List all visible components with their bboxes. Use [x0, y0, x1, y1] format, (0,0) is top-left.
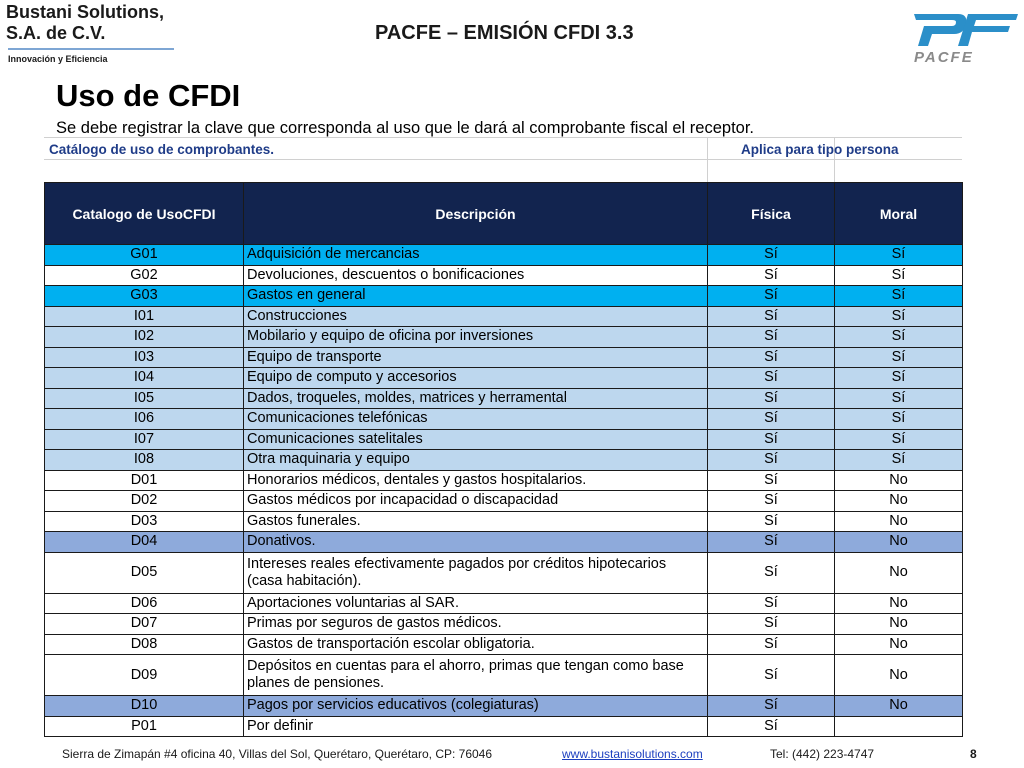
catalog-title: Catálogo de uso de comprobantes. — [49, 142, 275, 157]
cell-code: I01 — [45, 306, 244, 327]
cell-description: Depósitos en cuentas para el ahorro, primas que tengan como base planes de pensiones. — [244, 655, 708, 696]
table-row — [45, 368, 963, 389]
header-title: PACFE – EMISIÓN CFDI 3.3 — [375, 22, 634, 44]
pacfe-logo — [910, 6, 1020, 66]
cell-description: Intereses reales efectivamente pagados por créditos hipotecarios (casa habitación). — [244, 552, 708, 593]
cell-description: Gastos funerales. — [244, 511, 708, 532]
cell-fisica: Sí — [708, 347, 835, 368]
table-row — [45, 716, 963, 737]
cell-moral: Sí — [835, 368, 963, 389]
table-row — [45, 511, 963, 532]
cell-fisica: Sí — [708, 450, 835, 471]
cell-description: Por definir — [244, 716, 708, 737]
cell-moral: No — [835, 511, 963, 532]
cell-moral: No — [835, 470, 963, 491]
cell-moral: No — [835, 532, 963, 553]
cell-moral: Sí — [835, 429, 963, 450]
logo-wordmark: PACFE — [914, 49, 974, 66]
cell-fisica: Sí — [708, 511, 835, 532]
cell-description: Construcciones — [244, 306, 708, 327]
cell-fisica: Sí — [708, 306, 835, 327]
table-row — [45, 614, 963, 635]
cell-code: D10 — [45, 696, 244, 717]
cell-description: Adquisición de mercancias — [244, 245, 708, 266]
cell-code: I04 — [45, 368, 244, 389]
cell-moral: Sí — [835, 265, 963, 286]
cell-fisica: Sí — [708, 552, 835, 593]
cell-code: D07 — [45, 614, 244, 635]
table-row — [45, 347, 963, 368]
cell-fisica: Sí — [708, 634, 835, 655]
cell-code: D08 — [45, 634, 244, 655]
cell-code: D02 — [45, 491, 244, 512]
cell-moral: No — [835, 593, 963, 614]
usocfdi-table — [44, 182, 963, 737]
column-header-moral: Moral — [835, 183, 963, 245]
cell-code: D04 — [45, 532, 244, 553]
cell-fisica: Sí — [708, 327, 835, 348]
cell-moral: No — [835, 696, 963, 717]
table-row — [45, 265, 963, 286]
cell-fisica: Sí — [708, 286, 835, 307]
cell-moral: No — [835, 552, 963, 593]
table-header-row — [45, 183, 963, 245]
table-row — [45, 306, 963, 327]
table-row — [45, 696, 963, 717]
column-header-description: Descripción — [244, 183, 708, 245]
table-row — [45, 491, 963, 512]
cell-moral: Sí — [835, 388, 963, 409]
catalog-sheet — [44, 137, 962, 741]
cell-code: I06 — [45, 409, 244, 430]
cell-moral: Sí — [835, 450, 963, 471]
cell-moral: Sí — [835, 286, 963, 307]
cell-description: Gastos en general — [244, 286, 708, 307]
sheet-gridline — [44, 137, 962, 138]
table-row — [45, 327, 963, 348]
company-slogan: Innovación y Eficiencia — [8, 54, 108, 64]
cell-code: I05 — [45, 388, 244, 409]
cell-fisica: Sí — [708, 655, 835, 696]
company-name-line2: S.A. de C.V. — [6, 23, 106, 43]
table-row — [45, 470, 963, 491]
cell-code: I03 — [45, 347, 244, 368]
slide-title: Uso de CFDI — [56, 78, 241, 113]
table-row — [45, 552, 963, 593]
cell-description: Mobilario y equipo de oficina por inversiones — [244, 327, 708, 348]
applies-title: Aplica para tipo persona — [741, 142, 899, 157]
cell-fisica: Sí — [708, 409, 835, 430]
cell-fisica: Sí — [708, 716, 835, 737]
footer-phone: Tel: (442) 223-4747 — [770, 747, 875, 761]
cell-moral: No — [835, 655, 963, 696]
cell-fisica: Sí — [708, 696, 835, 717]
cell-fisica: Sí — [708, 388, 835, 409]
cell-fisica: Sí — [708, 491, 835, 512]
table-row — [45, 655, 963, 696]
table-row — [45, 634, 963, 655]
table-row — [45, 593, 963, 614]
cell-description: Comunicaciones satelitales — [244, 429, 708, 450]
cell-code: I02 — [45, 327, 244, 348]
cell-description: Primas por seguros de gastos médicos. — [244, 614, 708, 635]
table-row — [45, 245, 963, 266]
cell-description: Otra maquinaria y equipo — [244, 450, 708, 471]
cell-fisica: Sí — [708, 265, 835, 286]
cell-fisica: Sí — [708, 532, 835, 553]
cell-fisica: Sí — [708, 593, 835, 614]
cell-code: D09 — [45, 655, 244, 696]
cell-moral — [835, 716, 963, 737]
cell-description: Donativos. — [244, 532, 708, 553]
cell-description: Gastos de transportación escolar obligatoria. — [244, 634, 708, 655]
footer-website-link[interactable]: www.bustanisolutions.com — [562, 747, 703, 761]
cell-moral: No — [835, 614, 963, 635]
cell-description: Pagos por servicios educativos (colegiaturas) — [244, 696, 708, 717]
cell-moral: Sí — [835, 306, 963, 327]
cell-code: D03 — [45, 511, 244, 532]
cell-moral: No — [835, 634, 963, 655]
cell-moral: Sí — [835, 347, 963, 368]
cell-fisica: Sí — [708, 614, 835, 635]
cell-description: Equipo de transporte — [244, 347, 708, 368]
company-block — [6, 2, 165, 64]
cell-description: Dados, troqueles, moldes, matrices y herramental — [244, 388, 708, 409]
company-name-line1: Bustani Solutions, — [6, 2, 165, 22]
cell-description: Gastos médicos por incapacidad o discapacidad — [244, 491, 708, 512]
cell-code: G01 — [45, 245, 244, 266]
cell-description: Comunicaciones telefónicas — [244, 409, 708, 430]
cell-moral: No — [835, 491, 963, 512]
logo-p-shape — [914, 14, 966, 46]
sheet-gridline — [707, 137, 708, 182]
footer-address: Sierra de Zimapán #4 oficina 40, Villas del Sol, Querétaro, Querétaro, CP: 76046 — [62, 747, 493, 761]
table-row — [45, 388, 963, 409]
cell-fisica: Sí — [708, 245, 835, 266]
cell-code: I08 — [45, 450, 244, 471]
slide-subtitle: Se debe registrar la clave que corresponda al uso que le dará al comprobante fiscal el receptor. — [56, 119, 754, 137]
cell-description: Devoluciones, descuentos o bonificaciones — [244, 265, 708, 286]
cell-moral: Sí — [835, 409, 963, 430]
table-row — [45, 429, 963, 450]
table-row — [45, 450, 963, 471]
company-divider — [8, 48, 174, 50]
cell-description: Honorarios médicos, dentales y gastos hospitalarios. — [244, 470, 708, 491]
cell-code: D05 — [45, 552, 244, 593]
table-row — [45, 409, 963, 430]
table-row — [45, 532, 963, 553]
cell-code: D06 — [45, 593, 244, 614]
cell-code: G03 — [45, 286, 244, 307]
table-row — [45, 286, 963, 307]
column-header-catalog: Catalogo de UsoCFDI — [45, 183, 244, 245]
cell-fisica: Sí — [708, 368, 835, 389]
cell-description: Aportaciones voluntarias al SAR. — [244, 593, 708, 614]
footer — [0, 747, 1024, 765]
cell-code: P01 — [45, 716, 244, 737]
footer-page-number: 8 — [970, 747, 977, 761]
cell-description: Equipo de computo y accesorios — [244, 368, 708, 389]
cell-code: I07 — [45, 429, 244, 450]
cell-moral: Sí — [835, 327, 963, 348]
cell-moral: Sí — [835, 245, 963, 266]
column-header-fisica: Física — [708, 183, 835, 245]
cell-fisica: Sí — [708, 429, 835, 450]
cell-code: D01 — [45, 470, 244, 491]
sheet-gridline — [44, 159, 962, 160]
cell-code: G02 — [45, 265, 244, 286]
logo-f-shape — [958, 14, 1018, 46]
cell-fisica: Sí — [708, 470, 835, 491]
